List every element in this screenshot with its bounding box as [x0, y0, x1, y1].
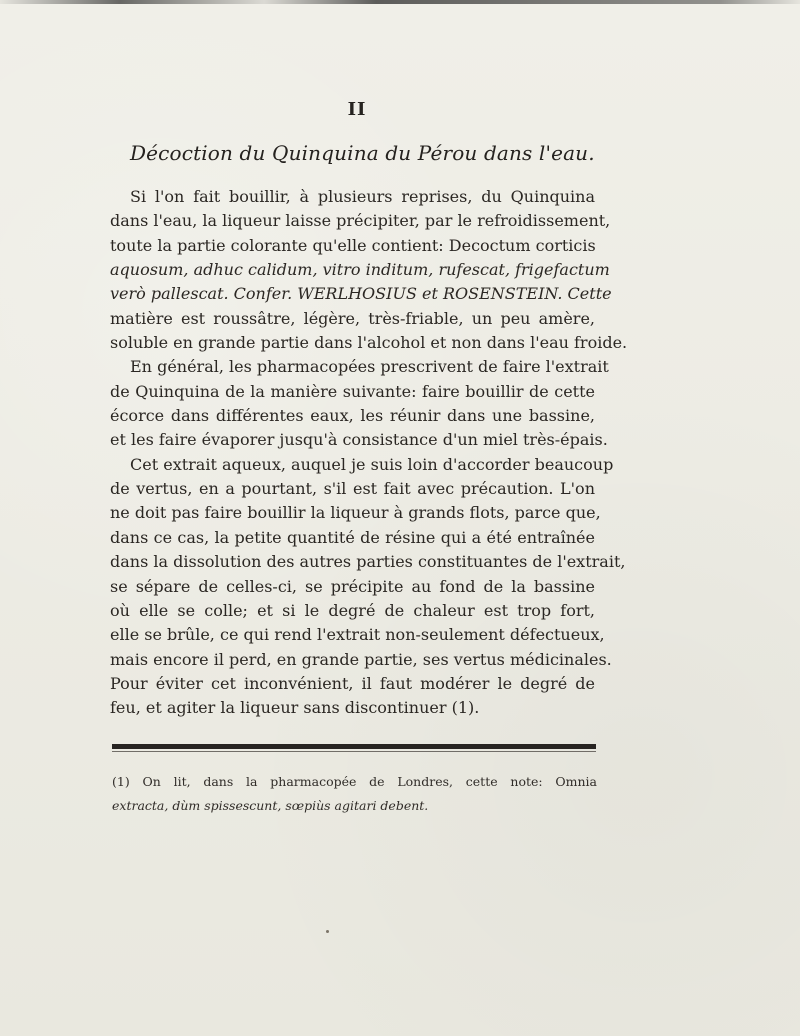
text-line: de vertus, en a pourtant, s'il est fait avec précaution. L'on [110, 479, 595, 499]
text-line: dans la dissolution des autres parties constituantes de l'extrait, [110, 552, 626, 572]
footnote-separator-thick [112, 744, 596, 749]
text-line: soluble en grande partie dans l'alcohol et non dans l'eau froide. [110, 333, 628, 353]
text-line: En général, les pharmacopées prescrivent de faire l'extrait [130, 357, 609, 377]
text-line: se sépare de celles-ci, se précipite au fond de la bassine [110, 576, 595, 596]
footnote-separator-thin [112, 751, 596, 752]
paper-speck [326, 930, 329, 933]
text-line: feu, et agiter la liqueur sans discontinuer (1). [110, 698, 480, 718]
latin-quotation-line: aquosum, adhuc calidum, vitro inditum, rufescat, frigefactum [110, 260, 610, 280]
text-line: Si l'on fait bouillir, à plusieurs reprises, du Quinquina [130, 187, 595, 206]
page-top-edge [0, 0, 800, 4]
text-line: elle se brûle, ce qui rend l'extrait non-seulement défectueux, [110, 625, 605, 645]
text-line: ne doit pas faire bouillir la liqueur à grands flots, parce que, [110, 503, 601, 523]
text-line: de Quinquina de la manière suivante: faire bouillir de cette [110, 381, 595, 401]
text-line: dans l'eau, la liqueur laisse précipiter, par le refroidissement, [110, 211, 611, 231]
reference-line: verò pallescat. Confer. WERLHOSIUS et ROSENSTEIN. Cette [110, 284, 612, 304]
text-line: Cet extrait aqueux, auquel je suis loin d'accorder beaucoup [130, 454, 614, 474]
text-line: toute la partie colorante qu'elle contient: Decoctum corticis [110, 235, 596, 255]
main-text-block [110, 185, 628, 721]
text-line: mais encore il perd, en grande partie, ses vertus médicinales. [110, 649, 612, 669]
text-line: matière est roussâtre, légère, très-friable, un peu amère, [110, 308, 595, 328]
text-line: Pour éviter cet inconvénient, il faut modérer le degré de [110, 673, 595, 693]
footnote [112, 770, 597, 819]
text-line: et les faire évaporer jusqu'à consistance d'un miel très-épais. [110, 430, 608, 450]
page-number: II [347, 99, 367, 120]
text-line: écorce dans différentes eaux, les réunir dans une bassine, [110, 406, 595, 426]
text-line: dans ce cas, la petite quantité de résine qui a été entraînée [110, 527, 595, 547]
footnote-line: (1) On lit, dans la pharmacopée de Londres, cette note: Omnia [112, 774, 597, 789]
footnote-line: extracta, dùm spissescunt, sœpiùs agitari debent. [112, 798, 429, 814]
section-title: Décoction du Quinquina du Pérou dans l'eau. [130, 141, 595, 165]
text-line: où elle se colle; et si le degré de chaleur est trop fort, [110, 600, 595, 620]
